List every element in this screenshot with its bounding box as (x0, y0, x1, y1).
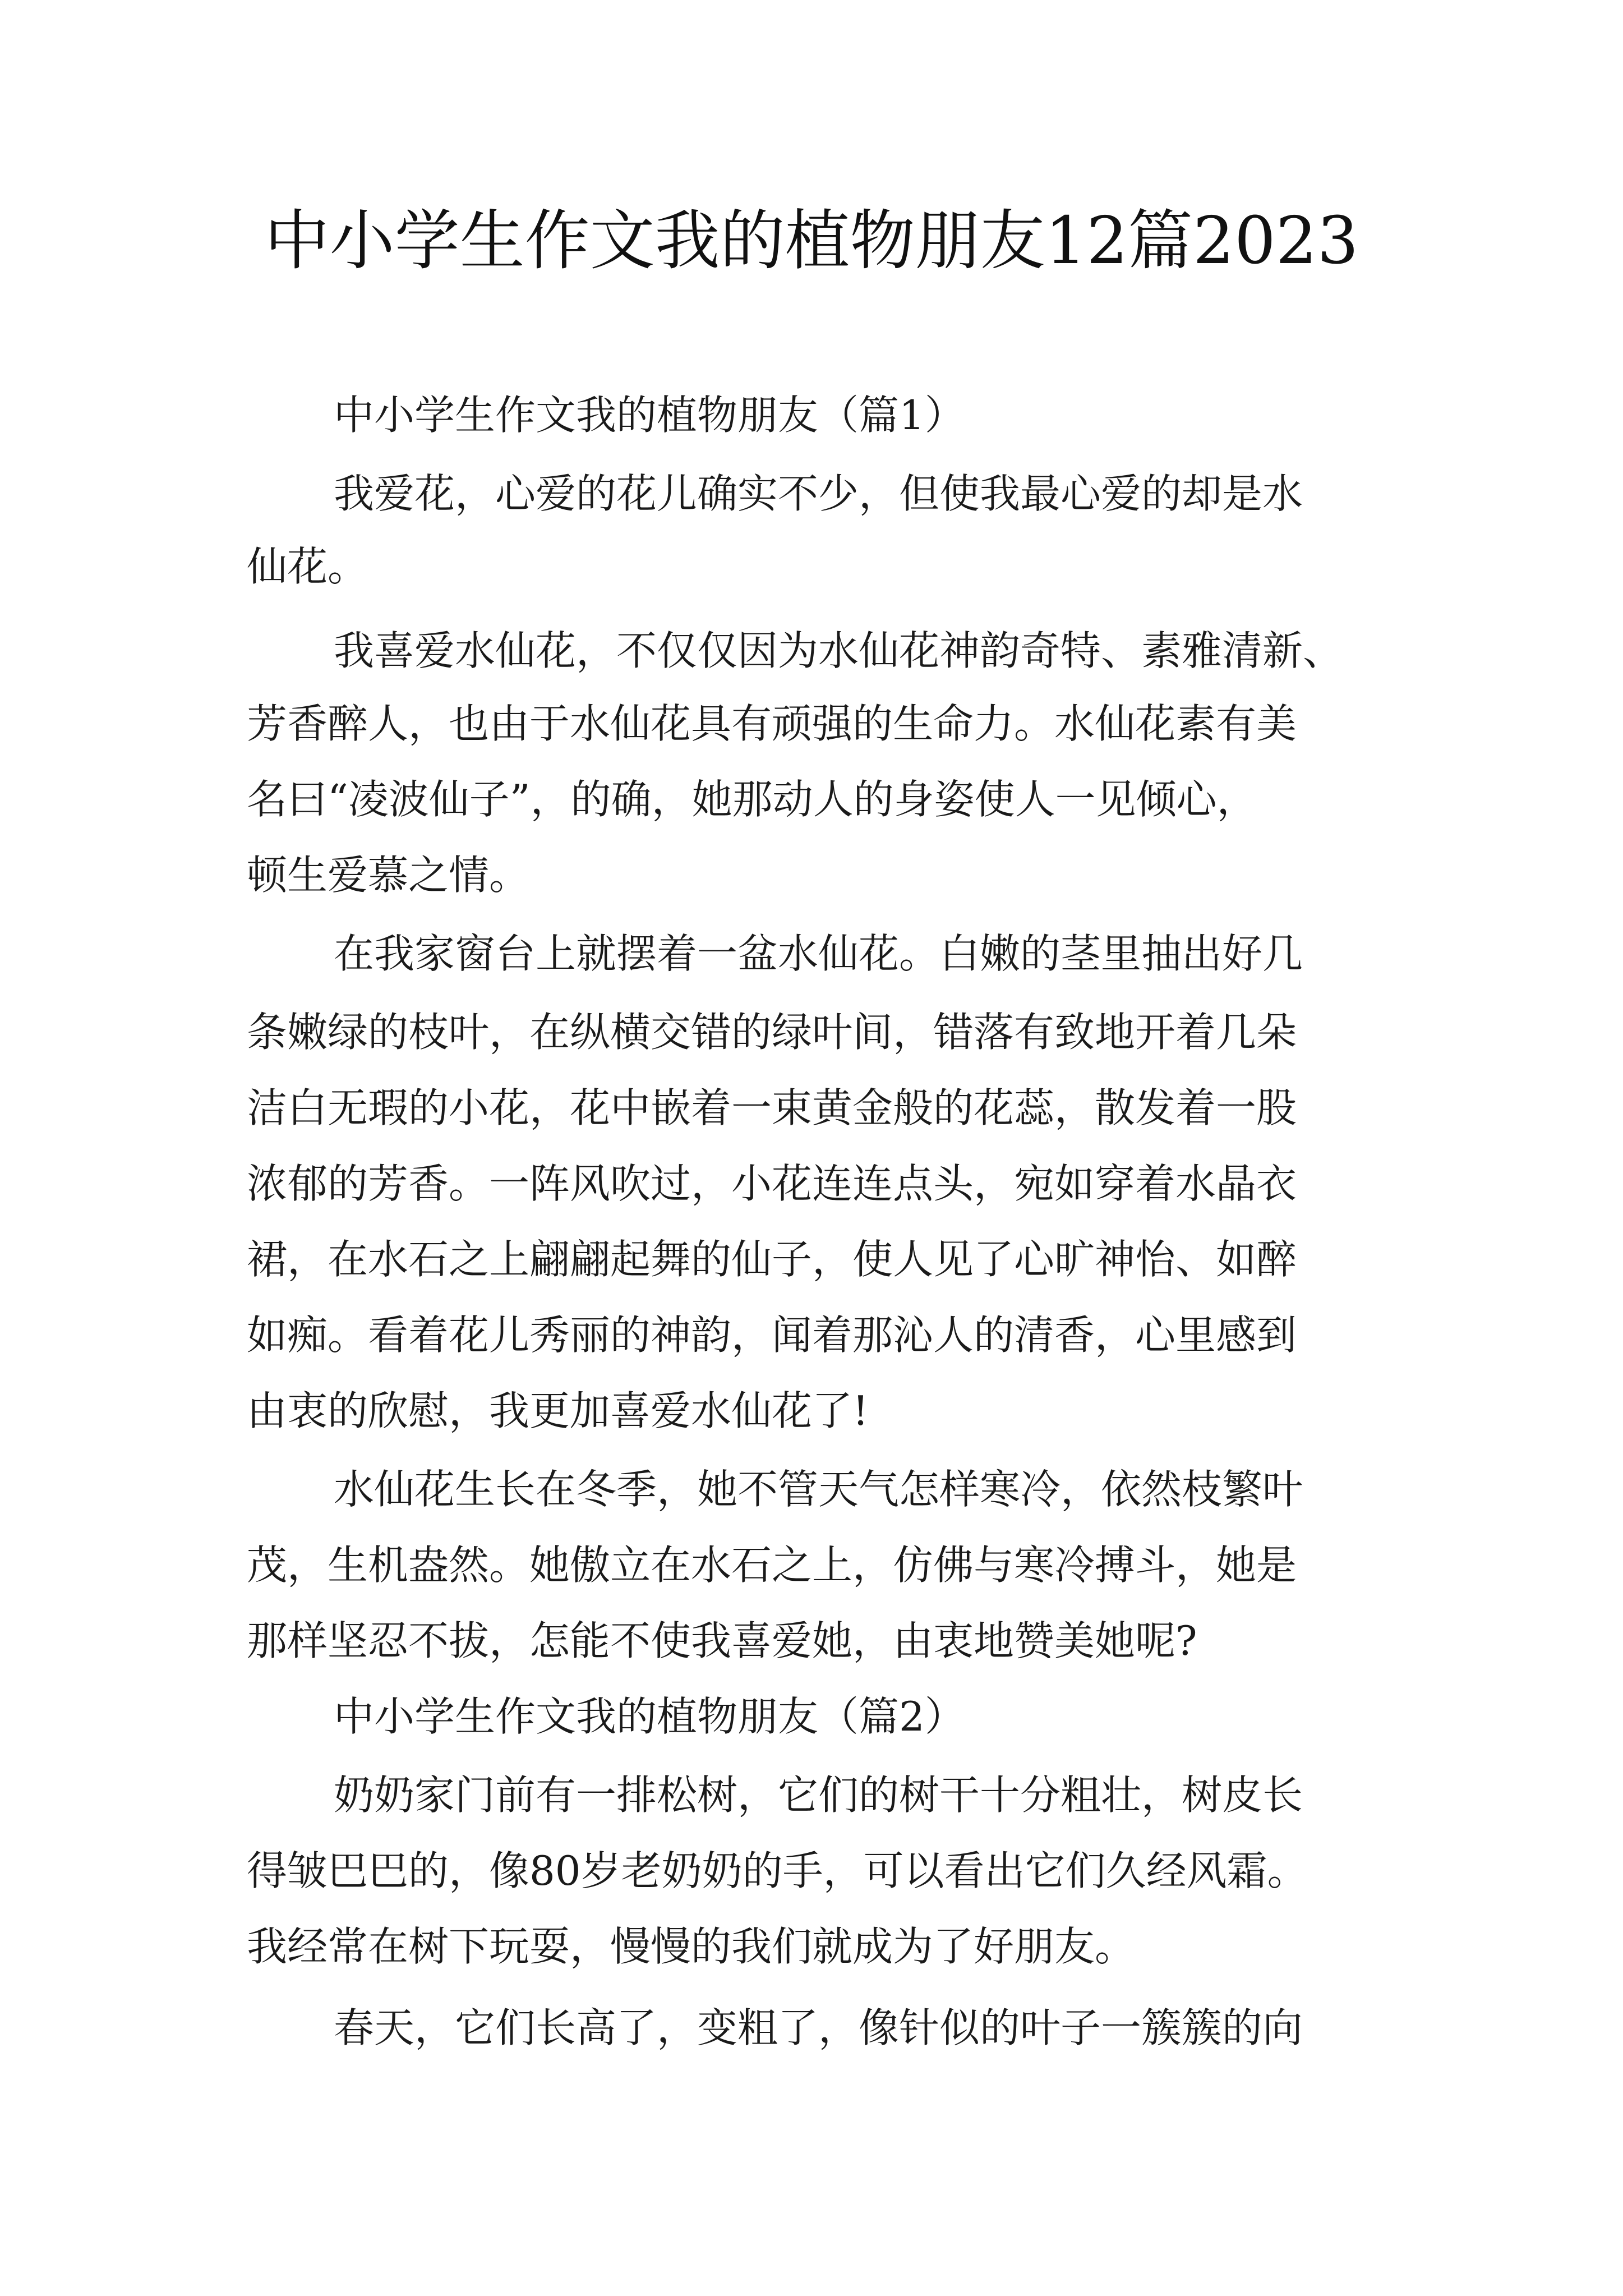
section-heading-1: 中小学生作文我的植物朋友（篇1） (334, 392, 965, 439)
section-heading-2: 中小学生作文我的植物朋友（篇2） (334, 1693, 965, 1740)
paragraph-line: 得皱巴巴的，像80岁老奶奶的手，可以看出它们久经风霜。 (247, 1847, 1308, 1894)
paragraph-line: 裙，在水石之上翩翩起舞的仙子，使人见了心旷神怡、如醉 (247, 1236, 1297, 1283)
paragraph-line: 我爱花，心爱的花儿确实不少，但使我最心爱的却是水 (334, 470, 1303, 517)
paragraph-line: 顿生爱慕之情。 (247, 852, 530, 899)
paragraph-line: 条嫩绿的枝叶，在纵横交错的绿叶间，错落有致地开着几朵 (247, 1009, 1297, 1056)
paragraph-line: 由衷的欣慰，我更加喜爱水仙花了! (247, 1387, 869, 1434)
paragraph-line: 洁白无瑕的小花，花中嵌着一束黄金般的花蕊，散发着一股 (247, 1084, 1297, 1131)
paragraph-line: 茂，生机盎然。她傲立在水石之上，仿佛与寒冷搏斗，她是 (247, 1542, 1297, 1589)
paragraph-line: 我经常在树下玩耍，慢慢的我们就成为了好朋友。 (247, 1923, 1136, 1970)
paragraph-line: 春天，它们长高了，变粗了，像针似的叶子一簇簇的向 (334, 2004, 1303, 2051)
paragraph-line: 芳香醉人，也由于水仙花具有顽强的生命力。水仙花素有美 (247, 700, 1297, 747)
paragraph-line: 浓郁的芳香。一阵风吹过，小花连连点头，宛如穿着水晶衣 (247, 1160, 1297, 1207)
paragraph-line: 如痴。看着花儿秀丽的神韵，闻着那沁人的清香，心里感到 (247, 1312, 1297, 1359)
paragraph-line: 那样坚忍不拔，怎能不使我喜爱她，由衷地赞美她呢? (247, 1617, 1197, 1664)
paragraph-line: 名曰“凌波仙子”，的确，她那动人的身姿使人一见倾心， (247, 776, 1257, 823)
paragraph-line: 仙花。 (247, 543, 368, 590)
document-title: 中小学生作文我的植物朋友12篇2023 (264, 203, 1359, 279)
paragraph-line: 在我家窗台上就摆着一盆水仙花。白嫩的茎里抽出好几 (334, 930, 1303, 977)
paragraph-line: 奶奶家门前有一排松树，它们的树干十分粗壮，树皮长 (334, 1772, 1303, 1819)
paragraph-line: 我喜爱水仙花，不仅仅因为水仙花神韵奇特、素雅清新、 (334, 627, 1344, 674)
paragraph-line: 水仙花生长在冬季，她不管天气怎样寒冷，依然枝繁叶 (334, 1466, 1303, 1513)
